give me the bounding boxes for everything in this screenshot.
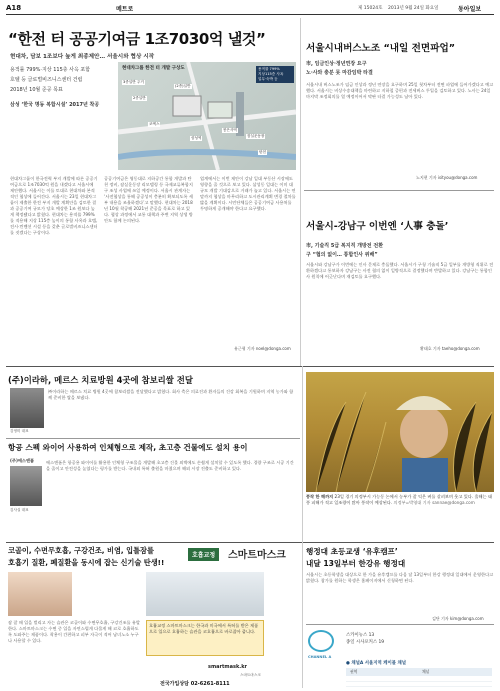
ad3-product-photo	[146, 572, 264, 616]
ad3-highlight-box	[146, 620, 264, 656]
map-label: 2종일반	[133, 96, 146, 100]
tv-table-col: 채널	[422, 669, 430, 674]
tv-item: 스카이뉴스 13	[346, 633, 375, 638]
story1-bullet: 2018년 10월 준공 목표	[10, 87, 63, 93]
ad3-site: smartmask.kr	[208, 664, 247, 670]
plan-badge-line: 업무·숙박 등	[258, 77, 278, 81]
tv-channel-logo	[308, 630, 334, 652]
story2-headline: 서울시내버스노조 “내일 전면파업”	[306, 43, 456, 54]
column-divider	[302, 366, 303, 542]
tv-box-title: ● 채널A 서울지역 케이블 채널	[346, 661, 406, 666]
section-divider	[6, 366, 494, 367]
story3-byline: 황태호 기자 taeho@donga.com	[420, 346, 480, 351]
story3-sub: 市, 기술직 5급 복지직 개방전 전환	[306, 243, 384, 249]
story3-body: 서울시와 강남구가 이번에는 인사 문제로 충돌했다. 서울시가 구청 기술직 5급 일부를 개방형 직위로 전환하겠다고 통보하자 강남구는 사전 협의 없이 일방적으로 결정했다며 반발하고 있다. 강남구는 통합인사 원칙에 어긋난다며 재검토를 요구했다.	[306, 262, 494, 279]
map-label: 코엑스	[149, 122, 160, 126]
story4-headline1: 행정대 초등교생 ‘유후캠프’	[306, 547, 398, 556]
tv-item: 종일 시사포커스 19	[346, 640, 385, 645]
ad3-model-photo	[8, 572, 72, 616]
paper-name: 동아일보	[458, 6, 482, 13]
photo-caption	[306, 494, 494, 526]
story1-headline: “한전 터 공공기여금 1조7030억 낼것”	[8, 30, 266, 48]
tv-items	[346, 632, 492, 646]
ad1-title: (주)이라하, 메르스 치료방원 4곳에 참보리쌀 전달	[8, 375, 193, 385]
ad3-body: 잠 잘 때 입을 벌리고 자는 습관은 코골이와 수면무호흡, 구강건조를 유발한다. 스마트마스크는 수면 중 입을 자연스럽게 다물게 해 코로 호흡하도록 도와주는 제품이다. 착용이 간편하고 피부 자극이 적어 남녀노소 누구나 사용할 수 있다.	[8, 620, 140, 643]
map-label: 삼성역	[191, 136, 202, 140]
story1-bullet: 호텔 등 글로벌비즈니스센터 건립	[10, 77, 83, 83]
story3-sub: 구 “협의 없이… 통합인사 위배”	[306, 252, 378, 258]
column-divider	[302, 542, 303, 688]
story1-byline: 유근형 기자 noel@donga.com	[234, 346, 291, 351]
story2-sub: 노·사와 충분 못 마감임박 타결	[306, 70, 373, 76]
ad3-highlight: 호흡교정 스마트마스크는 한국과 미국에서 특허를 받은 제품으로 입으로 호흡하는 습관을 코호흡으로 바로잡아 줍니다.	[149, 623, 259, 634]
story1-deck: 현대차, 담보 1조보다 높게 최종제안… 서울시와 협상 시작	[10, 54, 155, 60]
story1-body-left: 현대차그룹이 한국전력 부지 개발에 따른 공공기여금으로 1조7030억 원을 내겠다고 서울시에 제안했다. 서울시는 이를 토대로 현대차와 본격적인 협상에 들어간다. 서울시는 23일 현대차그룹이 제출한 한전 부지 개발 계획안을 검토한 결과 공공기여 규모가 당초 예상한 1조 원보다 높게 책정됐다고 밝혔다. 현대차는 용적률 799%를 적용해 지상 115층 높이의 통합 사옥과 호텔, 전시·컨벤션 시설 등을 갖춘 글로벌비즈니스센터를 짓겠다는 구상이다.	[10, 176, 98, 235]
map-label: 탄천	[259, 150, 266, 154]
tv-table-header	[346, 668, 492, 676]
issue-date: 2013년 9월 24일 화요일	[388, 6, 439, 11]
story4-byline: 김단 기자 kim@donga.com	[432, 616, 484, 621]
section-divider	[6, 542, 494, 543]
masthead-rule	[6, 14, 494, 15]
story2-subheads	[306, 60, 400, 76]
tv-channel-label: CHANNEL A	[308, 655, 332, 659]
plan-badge-line: 용적률 799%	[258, 67, 280, 71]
tv-divider	[306, 624, 494, 625]
story3-subheads	[306, 242, 494, 258]
ad2-label: (주)에스앤폼	[10, 458, 35, 463]
story2-sub: 市, 임금인상·정년연장 요구	[306, 61, 367, 67]
ad3-extra-body	[76, 572, 140, 616]
story2-body: 서울시내 버스노조가 임금 인상과 정년 연장을 요구하며 25일 첫차부터 전면 파업에 들어가겠다고 예고했다. 서울시는 비상수송대책을 마련하고 지하철 증편과 전세버스 투입을 검토하고 있다. 노사는 24일 마지막 조정회의를 열 예정이어서 막판 타결 가능성도 남아 있다.	[306, 82, 494, 99]
ad2-name-label: 김사실 대표	[10, 508, 29, 512]
story4-headline2: 내달 13일부터 한강유 행정대	[306, 559, 406, 568]
ad3-brand: 스마트마스크	[228, 550, 286, 561]
ad1-name-label: 김영미 대표	[10, 429, 29, 433]
photo-caption-title: 풍작 한 해까지	[306, 494, 334, 499]
story1-body-right: 업계에서는 이번 제안이 강남 일대 부동산 시장에도 영향을 줄 것으로 보고 있다. 삼성동 일대는 이미 대규모 개발 기대감으로 거래가 늘고 있다. 서울시는 연말까지 협상을 마무리하고 도시관리계획 변경 절차를 밟을 계획이다. 시민단체들은 공공기여금 사용처를 투명하게 공개해야 한다고 요구했다.	[200, 176, 296, 211]
ad3-title-line2: 호흡기 질환, 폐질환을 동시에 잡는 신기술 탄생!!	[8, 558, 165, 567]
column-divider	[300, 18, 301, 366]
development-plan-graphic	[118, 62, 296, 170]
page-number: A18	[6, 4, 22, 12]
ad-divider	[6, 438, 300, 439]
story-divider	[304, 190, 494, 191]
harvest-photo	[306, 372, 494, 492]
map-label: 봉은사역	[223, 128, 237, 132]
story1-bullet: 용적률 799%·지상 115층 사옥 포함	[10, 67, 91, 73]
story3-headline: 서울시-강남구 이번엔 ‘人事 충돌’	[306, 221, 449, 232]
ad3-title-line1: 코골이, 수면무호흡, 구강건조, 비염, 입틀잠를	[8, 546, 154, 555]
map-label: 3종일반 주거	[123, 80, 144, 84]
tv-table-col: 권역	[350, 669, 358, 674]
story4-body: 서울시는 초등학생을 대상으로 한 가을 유후캠프를 다음 달 13일부터 한강 행정대 일대에서 운영한다고 밝혔다. 참가를 원하는 학생은 홈페이지에서 신청하면 된다.	[306, 572, 494, 583]
plan-badge-line: 지상115층 사옥	[258, 72, 284, 76]
ad1-body: ㈜이라하는 메르스 치료 병원 4곳에 참보리쌀을 전달했다고 밝혔다. 회사 측은 의료진과 환자들의 건강 회복을 기원하며 지역 농가와 함께 준비한 쌀을 보냈다.	[48, 389, 294, 400]
ad1-portrait	[10, 388, 44, 428]
map-label: (2종)일반	[175, 84, 191, 88]
ad3-brand-tag: 호흡교정	[188, 548, 219, 561]
story1-body-mid: 공공기여금은 영동대로 지하공간 통합 개발과 탄천 정비, 잠실운동장 리모델링 등 국제교류복합지구 조성 사업에 쓰일 예정이다. 서울시 관계자는 ‘사전협상을 통해 공공성이 충분히 확보되도록 세부 내용을 조율하겠다’고 말했다. 현대차는 2018년 10월 착공해 2021년 준공을 목표로 하고 있다. 협상 과정에서 교통 대책과 주변 지역 상생 방안도 함께 논의된다.	[104, 176, 193, 223]
story1-bullets	[10, 66, 110, 108]
map-label: 잠실운동장	[247, 134, 265, 138]
masthead	[6, 4, 494, 14]
ad2-portrait	[10, 466, 42, 506]
tv-table-rows	[346, 677, 492, 687]
ad3-phone: 전국가입상담 02-6261-8111	[160, 681, 230, 687]
rice-field-graphic	[306, 372, 494, 492]
ad2-title: 항공 스펙 와이어 사용하여 인체형으로 제작, 초고층 건물에도 설치 용이	[8, 443, 248, 452]
issue-number: 제 15024호	[358, 6, 383, 11]
section-title: 메트로	[116, 6, 134, 13]
graphic-title: 현대차그룹 한전 터 개발 구상도	[122, 66, 185, 71]
story1-caption-bullet: 삼성 ‘한국 명동 복합시설’ 2017년 착공	[10, 102, 100, 108]
plan-badge	[256, 66, 294, 83]
photo-caption-text: 23일 경기 의정부시 가능동 논에서 농부가 잘 익은 벼를 살펴보며 웃고 있다. 올해는 태풍 피해가 적고 일조량이 많아 풍작이 예상된다.	[306, 494, 492, 505]
story2-byline: 노지현 기자 isityou@donga.com	[416, 175, 478, 180]
ad2-body: 에스앤폼은 항공용 와이어를 활용한 인체형 구조물을 개발해 초고층 건물 외벽에도 손쉽게 설치할 수 있도록 했다. 경량 구조로 시공 기간을 줄이고 안전성을 높였다는 평가를 받는다. 국내외 특허 출원을 마쳤으며 해외 시장 진출도 준비하고 있다.	[46, 460, 294, 471]
photo-caption-credit: 의정부=박영대 기자 sannae@donga.com	[393, 499, 475, 505]
ad3-site-label: 스마트마스크	[240, 673, 261, 677]
